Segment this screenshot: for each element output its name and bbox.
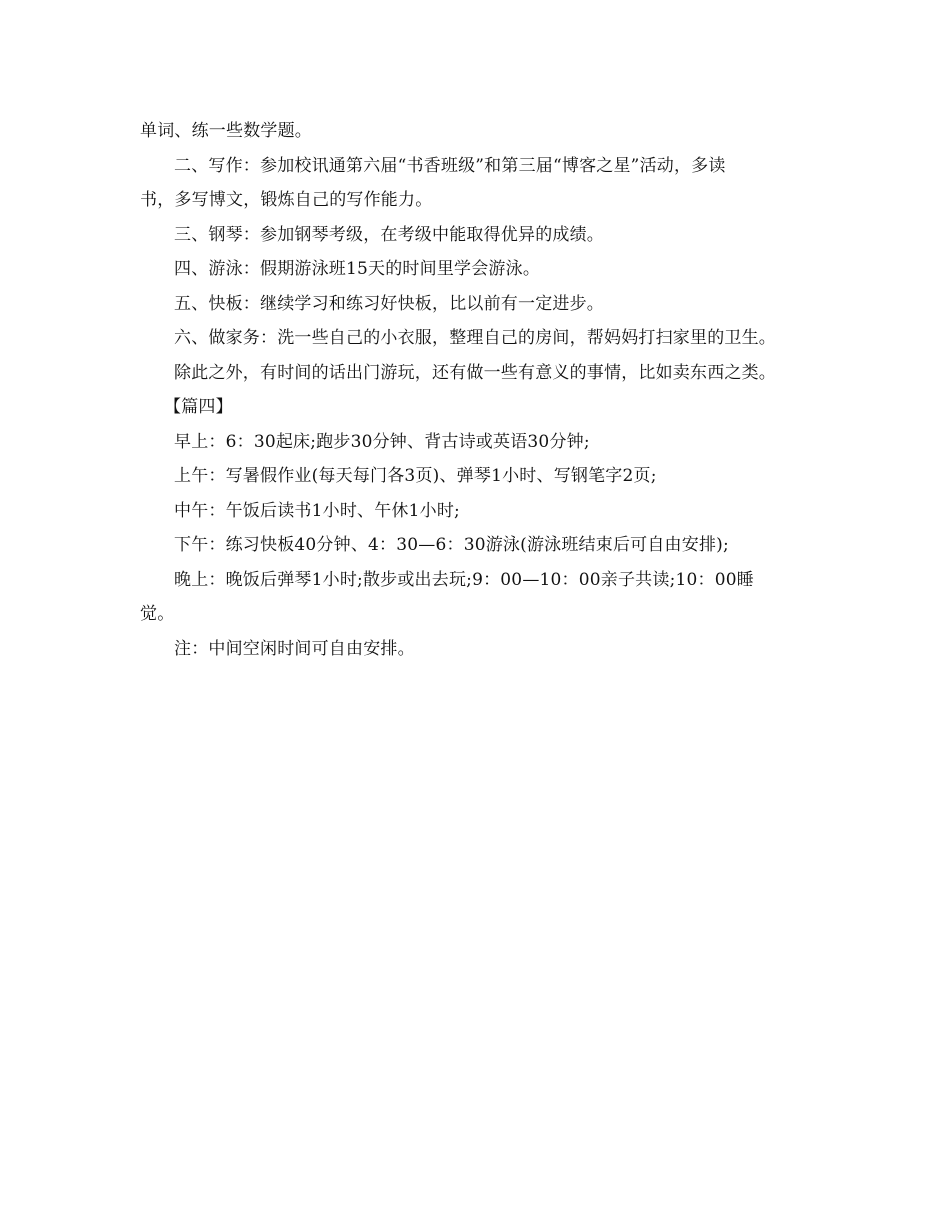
schedule-afternoon: 下午：练习快板40分钟、4：30—6：30游泳(游泳班结束后可自由安排); [174,535,729,555]
section-heading: 【篇四】 [164,397,233,417]
schedule-morning: 早上：6：30起床;跑步30分钟、背古诗或英语30分钟; [174,431,590,452]
paragraph-line: 单词、练一些数学题。 [140,121,312,141]
paragraph-writing: 二、写作：参加校讯通第六届“书香班级”和第三届“博客之星”活动，多读 [174,155,726,176]
document-body [140,114,830,666]
paragraph-extra: 除此之外，有时间的话出门游玩，还有做一些有意义的事情，比如卖东西之类。 [174,362,776,383]
paragraph-housework: 六、做家务：洗一些自己的小衣服，整理自己的房间，帮妈妈打扫家里的卫生。 [174,328,776,348]
paragraph-swimming: 四、游泳：假期游泳班15天的时间里学会游泳。 [174,259,541,279]
schedule-note: 注：中间空闲时间可自由安排。 [174,638,415,659]
paragraph-kuaiban: 五、快板：继续学习和练习好快板，比以前有一定进步。 [174,293,604,314]
paragraph-piano: 三、钢琴：参加钢琴考级，在考级中能取得优异的成绩。 [174,224,604,245]
schedule-noon: 中午：午饭后读书1小时、午休1小时; [174,500,460,521]
schedule-forenoon: 上午：写暑假作业(每天每门各3页)、弹琴1小时、写钢笔字2页; [174,466,657,486]
paragraph-line: 觉。 [140,604,175,624]
paragraph-line: 书，多写博文，锻炼自己的写作能力。 [140,190,433,210]
schedule-evening: 晚上：晚饭后弹琴1小时;散步或出去玩;9：00—10：00亲子共读;10：00睡 [174,569,754,590]
